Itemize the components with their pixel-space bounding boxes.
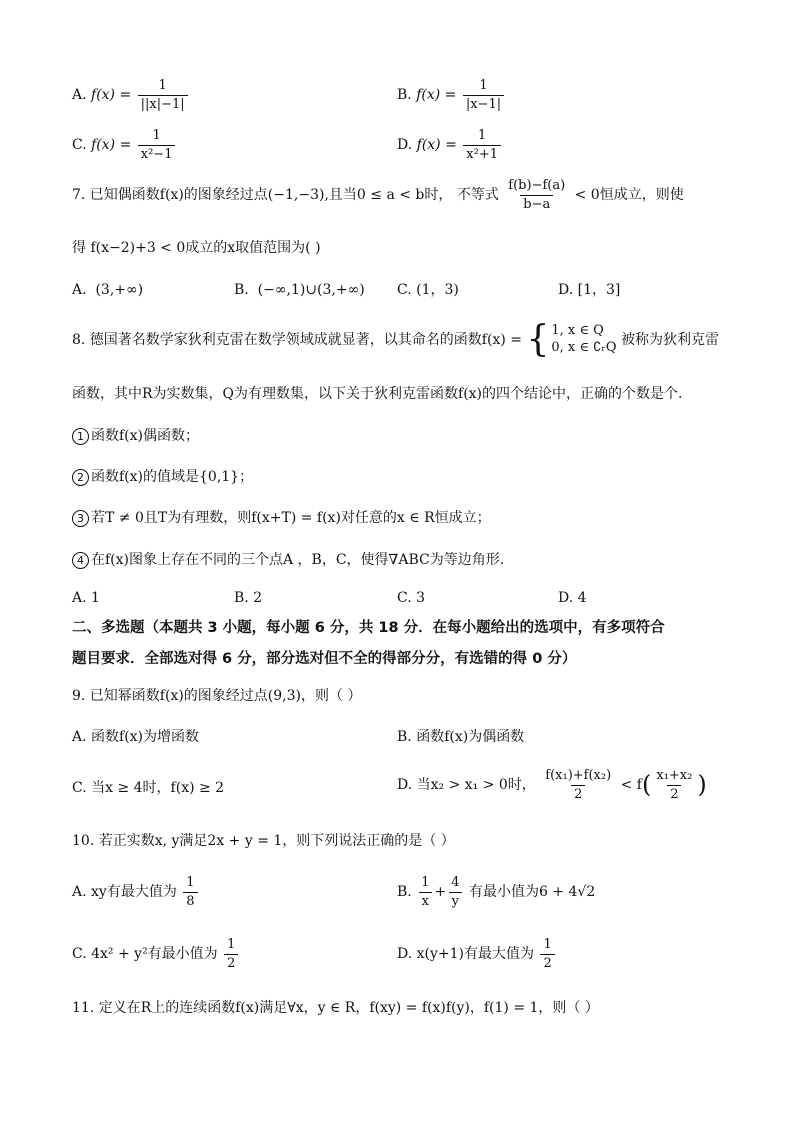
option-fraction [540,937,554,971]
option-label: B. [234,590,249,606]
fraction-denominator: 2 [224,954,238,972]
fraction-numerator: 1 [158,78,167,93]
option-fraction [463,128,501,162]
option-text: D. x(y+1)有最大值为 [397,946,534,963]
q7-option-c [397,282,459,299]
q10-option-d [397,937,557,971]
option-label: B. [397,87,412,104]
case-2: 0, x ∈ ∁ᵣQ [551,340,617,355]
q8-item-2 [72,469,253,486]
q9-option-c: C. 当x ≥ 4时，f(x) ≥ 2 [72,780,225,796]
option-text: D. 当x₂ > x₁ > 0时， [397,777,536,794]
option-fraction [542,768,614,802]
circled-number: 4 [72,552,89,569]
q6-option-b [397,78,506,112]
q7-option-d [558,282,620,299]
option-label: D. [558,590,574,606]
q10-option-a [72,875,200,909]
fraction-numerator: 1 [421,875,430,890]
option-text: [1，3] [577,282,621,298]
option-text: 有最小值为6 + 4√2 [468,884,596,901]
q8-text-a: 8. 德国著名数学家狄利克雷在数学领域成就显著，以其命名的函数f(x) = [72,332,522,348]
q8-option-c [397,590,425,607]
case-1: 1, x ∈ Q [551,323,604,339]
q8-stem-line1 [72,319,724,360]
fraction-numerator: 1 [227,937,236,952]
option-lhs: f(x) = [416,137,457,154]
option-text-mid: < f [620,777,642,794]
fraction-denominator: x²−1 [138,145,176,163]
brace-glyph: { [526,319,550,360]
q9-option-a: A. 函数f(x)为增函数 [72,729,200,745]
option-lhs: f(x) = [91,137,132,154]
q8-option-b [234,590,262,607]
q10-option-b: B. $\frac{1}{x}$ + $\frac{4}{y}$ 有最小值为6 + 4√2 [397,875,596,909]
option-label: B. [234,282,249,298]
section-heading-line2: 题目要求．全部选对得 6 分，部分选对但不全的得部分分，有选错的得 0 分） [72,651,577,667]
fraction-numerator: f(b)−f(a) [508,178,566,193]
q7-fraction [505,178,568,212]
fraction-denominator: x²+1 [463,145,501,163]
q11-stem: 11. 定义在R上的连续函数f(x)满足∀x，y ∈ R，f(xy) = f(x)f(y)，f(1) = 1，则（ ） [72,1000,599,1016]
option-fraction [463,78,504,112]
q7-stem-line1 [72,178,724,212]
q8-option-a [72,590,100,607]
option-text: (−∞,1)∪(3,+∞) [257,282,365,298]
option-fraction [224,937,238,971]
fraction-denominator: x [419,892,432,910]
option-label: C. [397,590,412,606]
option-lhs: f(x) = [416,87,457,104]
q8-item-4 [72,552,504,569]
item-text: 若T ≠ 0且T为有理数，则f(x+T) = f(x)对任意的x ∈ R恒成立； [91,510,491,526]
fraction-denominator: b−a [520,195,553,213]
fraction-numerator: 1 [479,78,488,93]
option-label: C. [72,137,87,154]
fraction-denominator: ||x|−1| [138,95,188,113]
option-text: A. xy有最大值为 [72,884,177,901]
option-label: A. [72,87,87,104]
circled-number: 3 [72,510,89,527]
option-label: A. [72,590,87,606]
q6-option-a [72,78,190,112]
fraction-numerator: 1 [543,937,552,952]
q8-piecewise [526,319,617,360]
circled-number: 1 [72,428,89,445]
circled-number: 2 [72,469,89,486]
q8-item-1 [72,428,199,445]
fraction-numerator: 4 [451,875,460,890]
q10-option-c [72,937,240,971]
q8-text-b: 被称为狄利克雷 [621,332,720,348]
q7-option-b [234,282,365,299]
q7-text-a: 7. 已知偶函数f(x)的图象经过点(−1,−3),且当0 ≤ a < b时， 不等式 [72,187,499,204]
option-label: D. [558,282,574,298]
q8-option-d [558,590,587,607]
option-text: (1，3) [416,282,459,298]
q6-option-c [72,128,177,162]
fraction-numerator: f(x₁)+f(x₂) [545,768,612,783]
option-lhs: f(x) = [91,87,132,104]
option-text: 3 [416,590,426,606]
item-text: 函数f(x)偶函数； [91,428,200,444]
q9-stem: 9. 已知幂函数f(x)的图象经过点(9,3)，则（ ） [72,688,362,704]
option-fraction-2 [653,768,695,802]
fraction-denominator: 2 [571,785,585,803]
fraction-denominator: 2 [667,785,681,803]
option-label: D. [397,137,413,154]
option-fraction-1 [418,875,432,909]
option-label: C. [397,282,412,298]
q7-option-a [72,282,143,299]
fraction-denominator: 8 [183,892,197,910]
item-text: 函数f(x)的值域是{0,1}； [91,469,254,485]
q8-stem-line2: 函数，其中R为实数集，Q为有理数集，以下关于狄利克雷函数f(x)的四个结论中，正确的个数是个. [72,386,683,402]
section-heading-line1: 二、多选题（本题共 3 小题，每小题 6 分，共 18 分．在每小题给出的选项中，有多项符合 [72,620,665,636]
option-text: C. 4x² + y²有最小值为 [72,946,218,963]
q7-stem-line2: 得 f(x−2)+3 < 0成立的x取值范围为( ) [72,240,321,256]
fraction-numerator: x₁+x₂ [656,768,693,783]
fraction-numerator: 1 [186,875,195,890]
option-text: 1 [91,590,100,606]
q9-option-d: D. 当x₂ > x₁ > 0时， $\frac{\text{f(x₁)+f(x₂)}}{2}$ < f( $\frac{\text{x₁+x₂}}{2}$ ) [397,768,707,802]
q9-option-b: B. 函数f(x)为偶函数 [397,729,525,745]
option-text: 2 [253,590,263,606]
option-text: (3,+∞) [95,282,144,298]
option-text: 4 [577,590,587,606]
q7-text-b: < 0恒成立，则使 [574,187,684,204]
option-label: B. [397,884,412,901]
fraction-numerator: 1 [478,128,487,143]
option-label: A. [72,282,87,298]
option-fraction [183,875,197,909]
q6-option-d [397,128,503,162]
fraction-denominator: |x−1| [463,95,504,113]
fraction-denominator: y [449,892,462,910]
q10-stem: 10. 若正实数x, y满足2x + y = 1，则下列说法正确的是（ ） [72,833,455,849]
q8-item-3 [72,510,491,527]
fraction-numerator: 1 [152,128,161,143]
option-fraction [138,78,188,112]
option-fraction-2 [448,875,462,909]
fraction-denominator: 2 [540,954,554,972]
item-text: 在f(x)图象上存在不同的三个点A ，B，C，使得∇ABC为等边角形. [91,552,505,568]
option-fraction [138,128,176,162]
